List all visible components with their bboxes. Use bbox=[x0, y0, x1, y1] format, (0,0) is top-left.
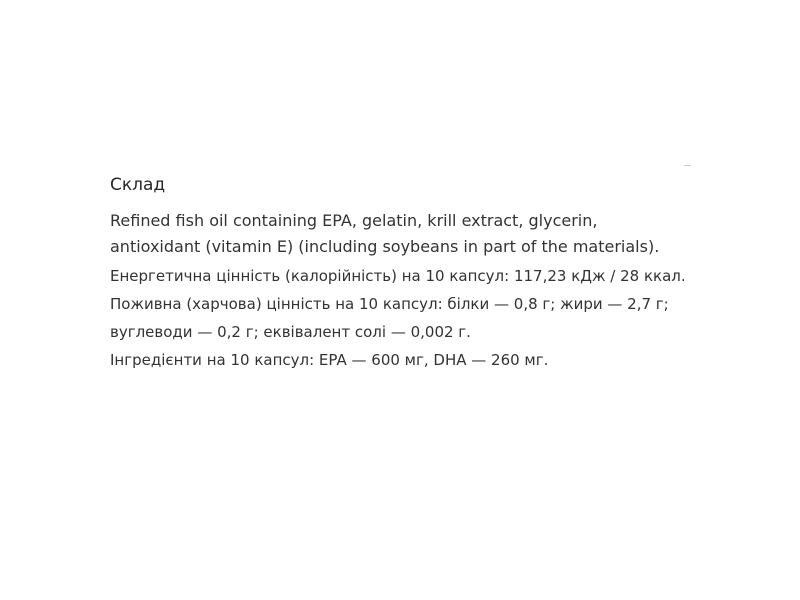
decorative-dash bbox=[684, 165, 691, 166]
nutritional-value-text: Поживна (харчова) цінність на 10 капсул: білки — 0,8 г; жири — 2,7 г; вуглеводи — 0,2 г; еквівалент солі — 0,002 г. bbox=[110, 295, 669, 341]
nutrition-details bbox=[110, 262, 710, 374]
ingredients-text: Інгредієнти на 10 капсул: EPA — 600 мг, DHA — 260 мг. bbox=[110, 351, 549, 369]
energy-value-text: Енергетична цінність (калорійність) на 10 капсул: 117,23 кДж / 28 ккал. bbox=[110, 267, 686, 285]
composition-section bbox=[110, 172, 710, 374]
section-heading: Склад bbox=[110, 175, 166, 195]
composition-text: Refined fish oil containing EPA, gelatin, krill extract, glycerin, antioxidant (vitamin E) (including soybeans in part of the materials). bbox=[110, 211, 660, 256]
